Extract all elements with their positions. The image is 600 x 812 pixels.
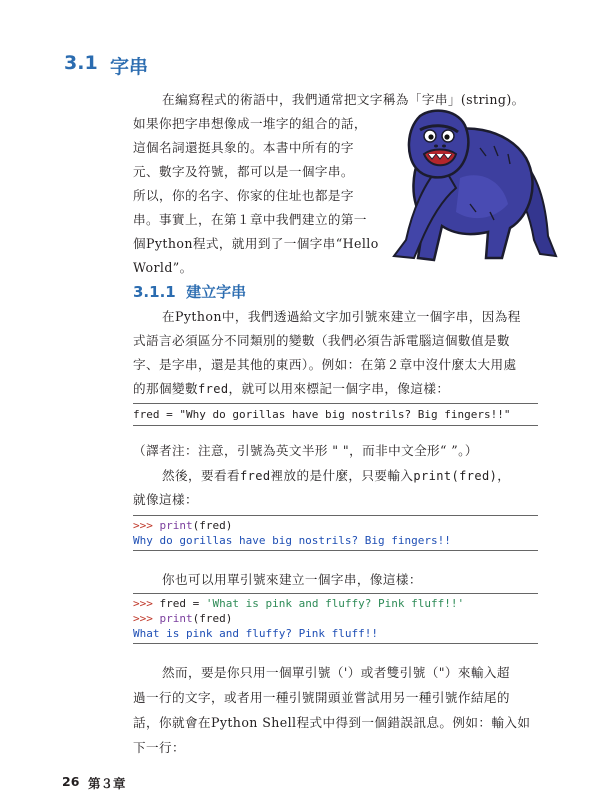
intro-line-2: 如果你把字串想像成一堆字的組合的話， [133,116,367,131]
para2-line-1: 在Python中，我們透過給文字加引號來建立一個字串，因為程 [162,309,521,324]
subsection-heading [133,281,246,302]
chapter-label: 第３章 [88,776,126,791]
code-block-1 [133,403,538,426]
intro-line-8: World”。 [133,260,193,275]
subsection-title: 建立字串 [186,283,247,301]
para2-line-4-tail: ，就可以用來標記一個字串，像這樣： [228,381,450,396]
para5-line-1: 然而，要是你只用一個單引號（'）或者雙引號（"）來輸入超 [162,665,510,680]
code-keyword: print [159,612,193,625]
para2-line-4-text: 的那個變數 [133,381,198,396]
gorilla-illustration [390,108,558,268]
para3-line-1 [162,465,510,484]
intro-line-3: 這個名詞還挺具象的。本書中所有的字 [133,140,354,155]
intro-line-7: 個Python程式，就用到了一個字串“Hello [133,236,379,251]
page-number: 26 [62,774,80,789]
code-line-input [133,611,538,626]
para3-text-c: 裡放的是什麼，只要輸入 [270,468,414,483]
inline-code-fred: fred [197,382,229,396]
intro-line-5: 所以，你的名字、你家的住址也都是字 [133,188,354,203]
para3-line-2: 就像這樣： [133,492,198,507]
para5-line-2: 過一行的文字，或者用一種引號開頭並嘗試用另一種引號作結尾的 [133,690,510,705]
para2-line-2: 式語言必須區分不同類別的變數（我們必須告訴電腦這個數值是數 [133,333,510,348]
code-block-3 [133,593,538,644]
shell-prompt: >>> [133,519,153,532]
code-assign: fred = [159,597,206,610]
code-args: (fred) [192,612,233,625]
subsection-number: 3.1.1 [133,283,176,301]
intro-line-6: 串。事實上，在第１章中我們建立的第一 [133,212,367,227]
code-line-assign [133,596,538,611]
code-args: (fred) [192,519,233,532]
translator-note: （譯者注：注意，引號為英文半形 " "，而非中文全形“ ”。） [133,443,478,458]
code-block-2 [133,515,538,551]
para2-line-3: 字、是字串，還是其他的東西）。例如：在第２章中沒什麼太大用處 [133,357,517,372]
shell-prompt: >>> [133,612,153,625]
code-keyword: print [159,519,193,532]
para5-line-3: 話，你就會在Python Shell程式中得到一個錯誤訊息。例如：輸入如 [133,715,531,730]
intro-line-1: 在編寫程式的術語中，我們通常把文字稱為「字串」(string)。 [162,92,525,107]
section-title: 字串 [110,56,149,78]
section-number: 3.1 [64,52,98,74]
code-string: 'What is pink and fluffy? Pink fluff!!' [205,597,465,610]
para2-line-4 [133,378,449,397]
paragraph-4: 你也可以用單引號來建立一個字串，像這樣： [162,572,422,587]
code-line-output: Why do gorillas have big nostrils? Big fingers!! [133,534,451,547]
shell-prompt: >>> [133,597,153,610]
para5-line-4: 下一行： [133,740,185,755]
inline-code-print: print(fred) [413,469,498,483]
inline-code-fred: fred [239,469,271,483]
para3-text-a: 然後，要看看 [162,468,240,483]
code-line-output: What is pink and fluffy? Pink fluff!! [133,627,379,640]
intro-line-4: 元、數字及符號，都可以是一個字串。 [133,164,354,179]
para3-text-e: ， [497,468,511,483]
code-line-input [133,518,538,533]
code-line: fred = "Why do gorillas have big nostrils? Big fingers!!" [133,408,511,421]
